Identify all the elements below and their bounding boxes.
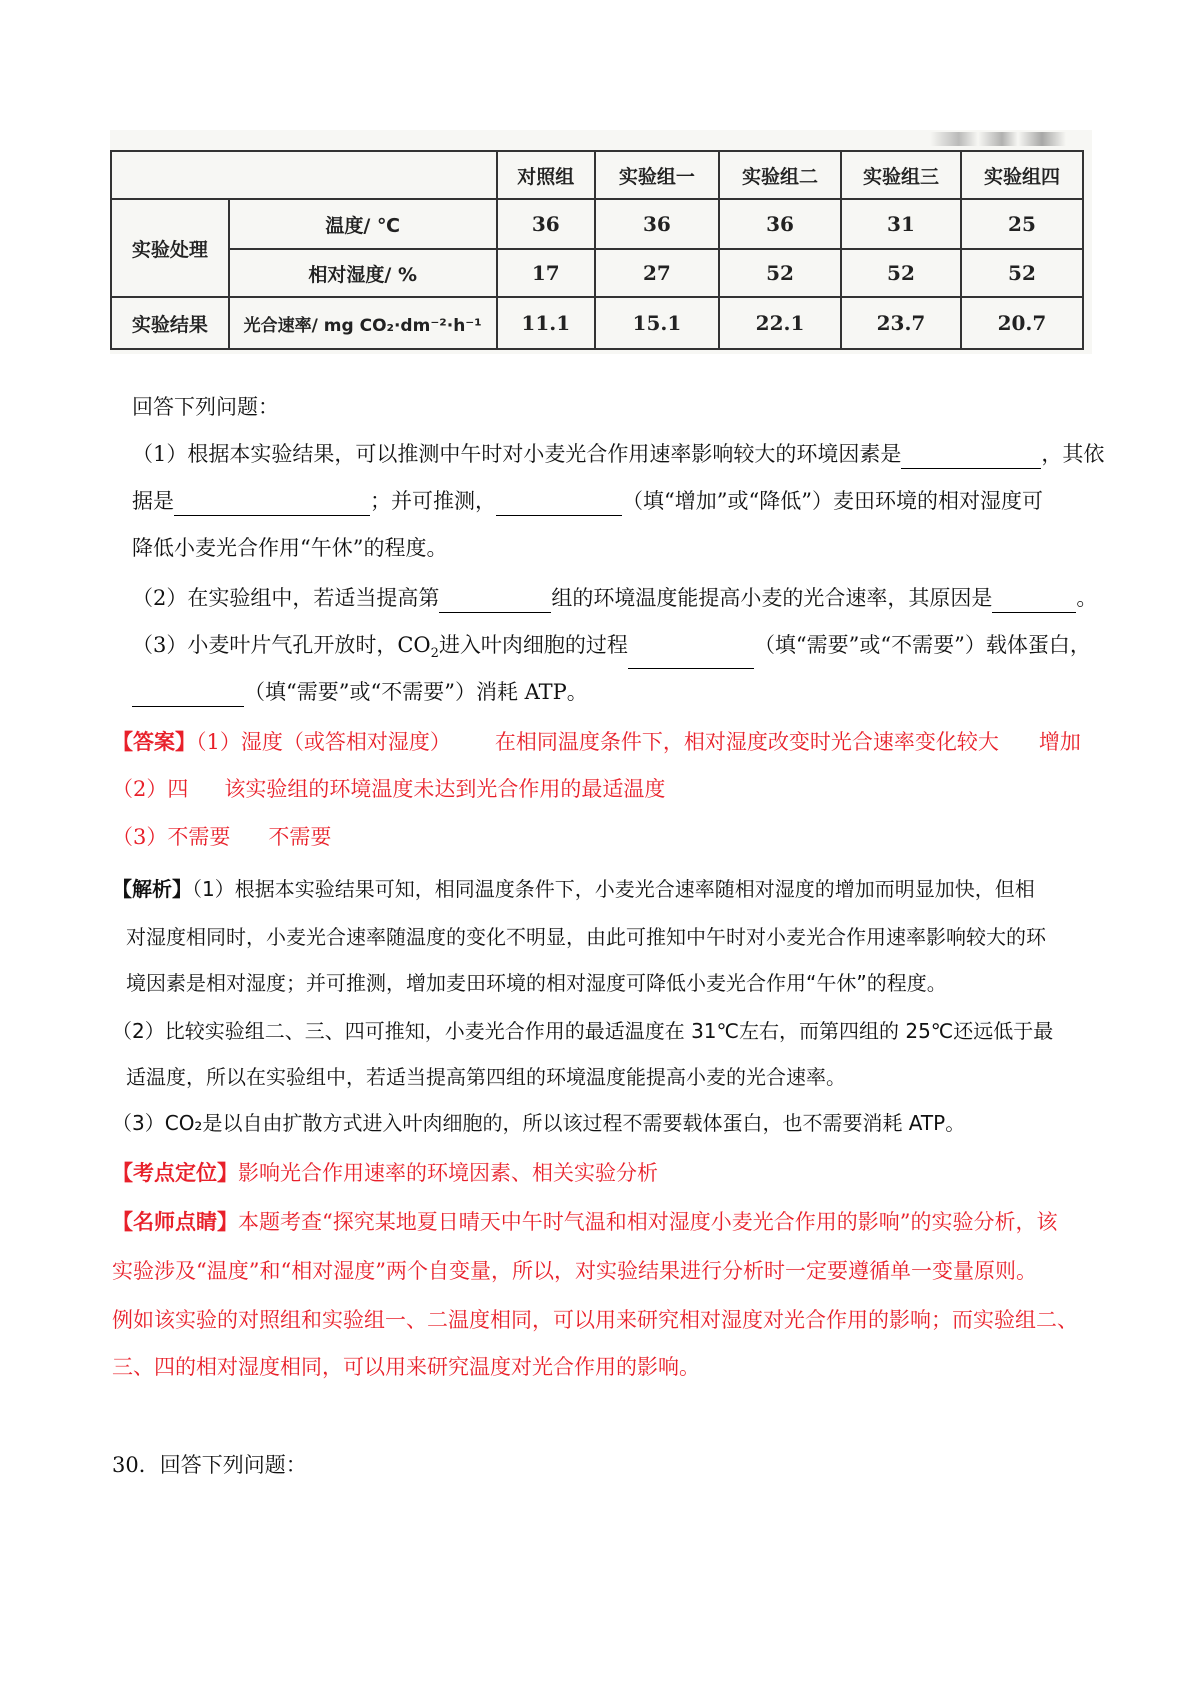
q1-blank-1 bbox=[901, 446, 1041, 469]
kaodian-text: 影响光合作用速率的环境因素、相关实验分析 bbox=[238, 1161, 658, 1185]
q2-text-a: （2）在实验组中，若适当提高第 bbox=[132, 586, 440, 610]
header-group-2: 实验组二 bbox=[719, 151, 841, 199]
row-label-temp: 温度/ ℃ bbox=[229, 199, 497, 249]
answer-1-2: 在相同温度条件下，相对湿度改变时光合速率变化较大 bbox=[494, 730, 999, 754]
answer-line-1 bbox=[112, 727, 1081, 757]
cell-hum-g2: 52 bbox=[719, 249, 841, 297]
q3-blank-1 bbox=[628, 646, 754, 669]
q3-text-c: （填“需要”或“不需要”）载体蛋白， bbox=[753, 633, 1091, 657]
q1-blank-3 bbox=[496, 493, 622, 516]
q3-text-d: （填“需要”或“不需要”）消耗 ATP。 bbox=[244, 680, 588, 704]
mingshi-text-1: 本题考查“探究某地夏日晴天中午时气温和相对湿度小麦光合作用的影响”的实验分析，该 bbox=[238, 1210, 1058, 1234]
cell-hum-g4: 52 bbox=[961, 249, 1083, 297]
q3-blank-2 bbox=[132, 684, 244, 707]
cell-rate-g2: 22.1 bbox=[719, 297, 841, 349]
question-2 bbox=[132, 583, 1097, 613]
scan-smudge bbox=[930, 132, 1090, 146]
mingshi-line-3: 例如该实验的对照组和实验组一、二温度相同，可以用来研究相对湿度对光合作用的影响；而实验组二、 bbox=[112, 1308, 1078, 1332]
cell-hum-g1: 27 bbox=[595, 249, 719, 297]
mingshi-tag: 【名师点睛】 bbox=[112, 1209, 238, 1234]
question-1-line-2 bbox=[132, 486, 1043, 516]
group-result: 实验结果 bbox=[111, 297, 229, 349]
answer-1-1: （1）湿度（或答相对湿度） bbox=[196, 730, 451, 754]
q3-text-a: （3）小麦叶片气孔开放时，CO bbox=[132, 633, 431, 657]
cell-rate-control: 11.1 bbox=[497, 297, 595, 349]
q2-blank-1 bbox=[439, 590, 551, 613]
question-intro: 回答下列问题： bbox=[132, 395, 279, 419]
row-label-humidity: 相对湿度/ % bbox=[229, 249, 497, 297]
header-control: 对照组 bbox=[497, 151, 595, 199]
question-3-line-2 bbox=[132, 677, 588, 707]
cell-rate-g1: 15.1 bbox=[595, 297, 719, 349]
q2-text-b: 组的环境温度能提高小麦的光合速率，其原因是 bbox=[551, 586, 993, 610]
next-question: 30．回答下列问题： bbox=[112, 1453, 307, 1477]
header-group-4: 实验组四 bbox=[961, 151, 1083, 199]
q3-text-b: 进入叶肉细胞的过程 bbox=[438, 633, 628, 657]
cell-temp-g1: 36 bbox=[595, 199, 719, 249]
answer-1-3: 增加 bbox=[1038, 730, 1081, 754]
analysis-line-5: 适温度，所以在实验组中，若适当提高第四组的环境温度能提高小麦的光合速率。 bbox=[126, 1065, 846, 1089]
table-header-row bbox=[111, 151, 1083, 199]
analysis-line-3: 境因素是相对湿度；并可推测，增加麦田环境的相对湿度可降低小麦光合作用“午休”的程度。 bbox=[126, 971, 947, 995]
analysis-tag: 【解析】 bbox=[112, 877, 192, 901]
cell-temp-control: 36 bbox=[497, 199, 595, 249]
table-row-rate bbox=[111, 297, 1083, 349]
cell-temp-g4: 25 bbox=[961, 199, 1083, 249]
question-1-line-3: 降低小麦光合作用“午休”的程度。 bbox=[132, 536, 448, 560]
cell-rate-g4: 20.7 bbox=[961, 297, 1083, 349]
cell-rate-g3: 23.7 bbox=[841, 297, 961, 349]
mingshi-line-4: 三、四的相对湿度相同，可以用来研究温度对光合作用的影响。 bbox=[112, 1355, 700, 1379]
cell-hum-g3: 52 bbox=[841, 249, 961, 297]
table-row-temp bbox=[111, 199, 1083, 249]
answer-3-1: （3）不需要 bbox=[112, 825, 231, 849]
answer-3-2: 不需要 bbox=[268, 825, 332, 849]
analysis-line-6: （3）CO₂是以自由扩散方式进入叶肉细胞的，所以该过程不需要载体蛋白，也不需要消耗 ATP。 bbox=[112, 1111, 966, 1135]
row-label-rate: 光合速率/ mg CO₂·dm⁻²·h⁻¹ bbox=[229, 297, 497, 349]
cell-hum-control: 17 bbox=[497, 249, 595, 297]
q3-sub: 2 bbox=[430, 646, 439, 662]
answer-line-2 bbox=[112, 774, 665, 804]
q2-text-c: 。 bbox=[1076, 586, 1098, 610]
table-row-humidity bbox=[111, 249, 1083, 297]
cell-temp-g2: 36 bbox=[719, 199, 841, 249]
q2-blank-2 bbox=[992, 590, 1076, 613]
q1-text-e: （填“增加”或“降低”）麦田环境的相对湿度可 bbox=[622, 489, 1043, 513]
scanned-table-image bbox=[110, 130, 1092, 354]
q1-blank-2 bbox=[174, 493, 370, 516]
answer-2-1: （2）四 bbox=[112, 777, 189, 801]
data-table bbox=[110, 150, 1084, 350]
kaodian-line bbox=[112, 1158, 658, 1188]
q1-text-b: ，其依 bbox=[1041, 442, 1105, 466]
header-group-1: 实验组一 bbox=[595, 151, 719, 199]
answer-tag: 【答案】 bbox=[112, 729, 196, 754]
header-group-3: 实验组三 bbox=[841, 151, 961, 199]
kaodian-tag: 【考点定位】 bbox=[112, 1160, 238, 1185]
answer-line-3 bbox=[112, 822, 331, 852]
mingshi-line-2: 实验涉及“温度”和“相对湿度”两个自变量，所以，对实验结果进行分析时一定要遵循单一变量原则。 bbox=[112, 1259, 1037, 1283]
question-3-line-1 bbox=[132, 630, 1091, 669]
q1-text-c: 据是 bbox=[132, 489, 174, 513]
group-treatment: 实验处理 bbox=[111, 199, 229, 297]
analysis-line-2: 对湿度相同时，小麦光合速率随温度的变化不明显，由此可推知中午时对小麦光合作用速率影响较大的环 bbox=[126, 925, 1046, 949]
q1-text-a: （1）根据本实验结果，可以推测中午时对小麦光合作用速率影响较大的环境因素是 bbox=[132, 442, 902, 466]
analysis-line-4: （2）比较实验组二、三、四可推知，小麦光合作用的最适温度在 31℃左右，而第四组的 25℃还远低于最 bbox=[112, 1019, 1054, 1043]
cell-temp-g3: 31 bbox=[841, 199, 961, 249]
answer-2-2: 该实验组的环境温度未达到光合作用的最适温度 bbox=[224, 777, 666, 801]
table-corner-cell bbox=[111, 151, 497, 199]
analysis-line-1 bbox=[112, 874, 1035, 904]
mingshi-line-1 bbox=[112, 1207, 1057, 1237]
question-1-line-1 bbox=[132, 439, 1104, 469]
analysis-text-1: （1）根据本实验结果可知，相同温度条件下，小麦光合速率随相对湿度的增加而明显加快，但相 bbox=[192, 877, 1035, 901]
q1-text-d: ；并可推测， bbox=[370, 489, 496, 513]
